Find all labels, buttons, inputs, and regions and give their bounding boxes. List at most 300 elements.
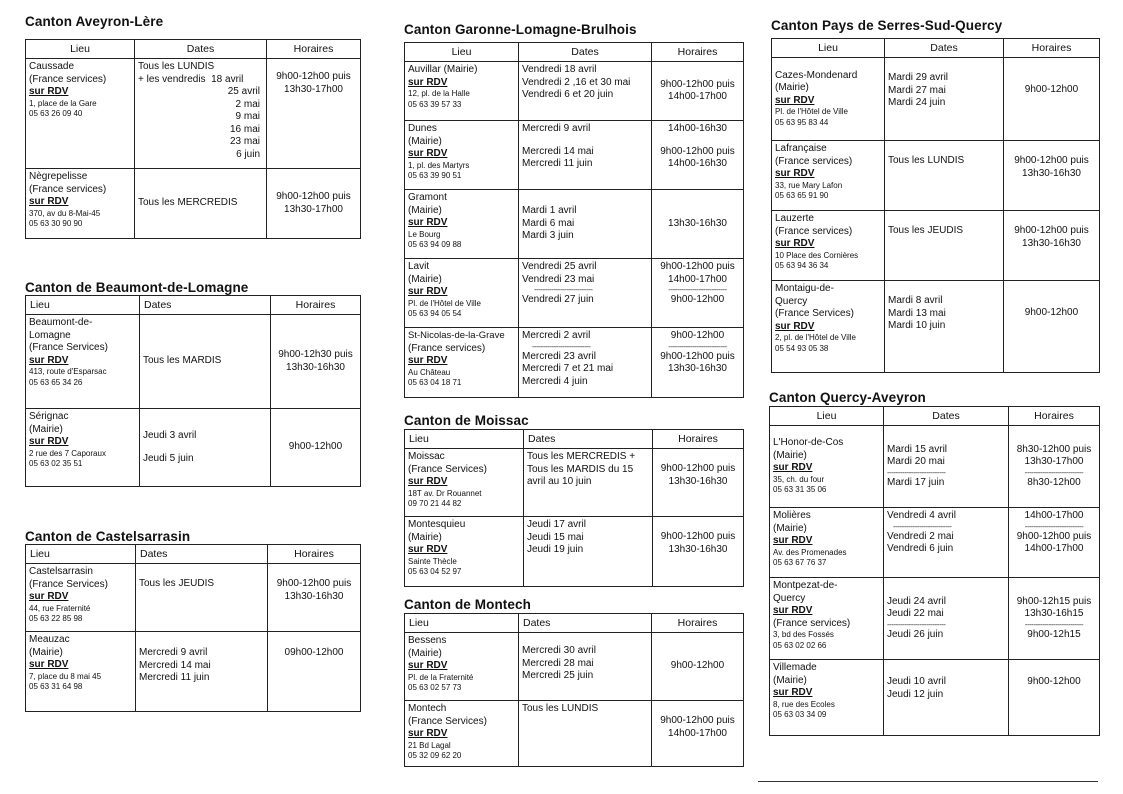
table-row <box>405 62 744 121</box>
lieu-phone: 05 63 94 09 88 <box>408 240 462 249</box>
header-horaires: Horaires <box>1004 39 1100 58</box>
dates-cell <box>135 169 267 239</box>
lieu-phone: 05 63 22 85 98 <box>29 614 83 623</box>
date-line <box>138 124 263 137</box>
table-row <box>772 281 1100 373</box>
dates-cell <box>519 190 652 259</box>
lieu-address: 2, pl. de l'Hôtel de Ville <box>775 333 856 342</box>
lieu-org: (France Services) <box>29 578 108 590</box>
lieu-cell <box>405 517 524 587</box>
date-line: Mardi 27 mai <box>888 84 946 96</box>
lieu-org: (Mairie) <box>773 522 807 534</box>
lieu-cell <box>405 62 519 121</box>
horaires-cell <box>1009 660 1100 736</box>
date-line: Tous les LUNDIS <box>138 61 215 72</box>
table-row <box>405 328 744 398</box>
lieu-phone: 05 63 31 35 06 <box>773 485 827 495</box>
date-line: Tous les JEUDIS <box>139 578 215 589</box>
canton-title: Canton de Beaumont-de-Lomagne <box>25 280 249 295</box>
horaires-cell <box>652 328 744 398</box>
lieu-cell <box>26 409 140 487</box>
horaires-cell <box>1004 58 1100 141</box>
rdv-link[interactable]: sur RDV <box>408 544 448 555</box>
hours-line: 14h00-17h00 <box>668 91 727 102</box>
hours-line: 9h00-12h00 <box>1024 84 1079 95</box>
hours-line: 14h00-17h00 <box>668 273 727 285</box>
dates-cell <box>885 211 1004 281</box>
table-row <box>405 633 744 701</box>
lieu-name: L'Honor-de-Cos <box>773 437 844 449</box>
horaires-cell <box>268 632 361 712</box>
hours-line: 9h00-12h00 puis <box>1014 155 1089 166</box>
hours-line: 14h00-16h30 <box>668 123 727 134</box>
rdv-link[interactable]: sur RDV <box>408 148 448 159</box>
table-header <box>770 407 1100 426</box>
rdv-link[interactable]: sur RDV <box>773 535 813 546</box>
date-line: Tous les MERCREDIS <box>138 197 238 209</box>
date-line: Jeudi 17 avril <box>527 519 586 530</box>
date-line: Vendredi 2 mai <box>887 530 954 542</box>
table-header <box>26 40 361 59</box>
rdv-link[interactable]: sur RDV <box>408 476 448 487</box>
separator: --------------------------- <box>532 342 591 351</box>
horaires-cell <box>653 449 744 517</box>
rdv-link[interactable]: sur RDV <box>775 168 815 179</box>
lieu-name: Auvillar (Mairie) <box>408 64 478 75</box>
lieu-cell <box>770 426 884 508</box>
lieu-cell <box>26 315 140 409</box>
header-dates: Dates <box>519 614 652 633</box>
canton-title: Canton Pays de Serres-Sud-Quercy <box>771 18 1003 33</box>
rdv-link[interactable]: sur RDV <box>773 462 813 474</box>
dates-cell <box>885 281 1004 373</box>
horaires-cell <box>1009 578 1100 660</box>
hours-line: 13h30-16h30 <box>668 217 727 229</box>
lieu-org: (Mairie) <box>408 273 442 285</box>
rdv-link[interactable]: sur RDV <box>29 354 69 366</box>
separator: --------------------------- <box>668 286 727 294</box>
date-line: Mercredi 14 mai <box>522 145 594 157</box>
date-line: Mercredi 9 avril <box>522 123 591 134</box>
date-line <box>138 136 263 149</box>
date-line: Vendredi 27 juin <box>522 294 594 305</box>
date-line: Mardi 1 avril <box>522 205 577 217</box>
date-item: 2 mai <box>235 98 260 110</box>
lieu-org: (France services) <box>775 155 853 167</box>
dates-cell <box>519 328 652 398</box>
lieu-name: Nègrepelisse <box>29 171 88 182</box>
lieu-name: Bessens <box>408 635 447 646</box>
hours-line: 9h00-12h00 puis <box>276 578 352 589</box>
horaires-cell <box>1009 508 1100 578</box>
dates-cell <box>884 426 1009 508</box>
date-item: 16 mai <box>229 123 260 135</box>
table-row <box>772 141 1100 211</box>
separator: --------------------------- <box>1024 522 1084 531</box>
lieu-phone: 05 63 30 90 90 <box>29 219 83 228</box>
lieu-phone: 05 63 02 02 66 <box>773 640 827 650</box>
header-dates: Dates <box>135 40 267 59</box>
lieu-name: Castelsarrasin <box>29 566 93 577</box>
horaires-cell <box>267 59 361 169</box>
lieu-phone: 05 54 93 05 38 <box>775 343 829 353</box>
rdv-link[interactable]: sur RDV <box>773 687 813 698</box>
horaires-cell <box>271 315 361 409</box>
hours-line: 13h30-17h00 <box>1024 456 1084 468</box>
rdv-link[interactable]: sur RDV <box>773 605 813 616</box>
lieu-phone: 09 70 21 44 82 <box>408 499 462 508</box>
date-line: Tous les MARDIS <box>143 355 222 367</box>
lieu-address: 44, rue Fraternité <box>29 603 91 613</box>
lieu-org: (France services) <box>29 73 107 85</box>
dates-cell <box>519 701 652 767</box>
rdv-link[interactable]: sur RDV <box>775 238 815 249</box>
date-line: Tous les LUNDIS <box>888 155 965 166</box>
header-horaires: Horaires <box>652 43 744 62</box>
rdv-link[interactable]: sur RDV <box>29 659 69 670</box>
date-line: Mardi 6 mai <box>522 217 575 229</box>
hours-line: 9h00-12h00 puis <box>660 350 735 362</box>
table-row <box>405 517 744 587</box>
header-lieu: Lieu <box>405 430 524 449</box>
table-row <box>26 59 361 169</box>
lieu-phone: 05 63 02 35 51 <box>29 459 83 468</box>
dates-cell <box>884 508 1009 578</box>
lieu-phone: 05 63 02 57 73 <box>408 683 462 692</box>
dates-cell <box>136 632 268 712</box>
rdv-link[interactable]: sur RDV <box>408 286 448 297</box>
date-line: Mardi 8 avril <box>888 295 943 306</box>
lieu-address: Pl. de l'Hôtel de Ville <box>775 107 848 117</box>
date-prefix: + les vendredis <box>138 73 206 85</box>
lieu-phone: 05 32 09 62 20 <box>408 751 462 760</box>
lieu-address: Le Bourg <box>408 229 441 239</box>
hours-line: 9h00-12h00 puis <box>1014 225 1089 236</box>
date-line: Mardi 29 avril <box>888 72 949 83</box>
lieu-cell <box>770 660 884 736</box>
table-row <box>405 121 744 190</box>
date-line: Mardi 15 avril <box>887 443 948 455</box>
table-row <box>770 660 1100 736</box>
hours-line: 09h00-12h00 <box>284 647 344 658</box>
hours-line: 9h00-12h00 puis <box>1016 530 1092 542</box>
date-line: Mercredi 4 juin <box>522 375 588 387</box>
lieu-name: Caussade <box>29 61 75 72</box>
header-dates: Dates <box>885 39 1004 58</box>
lieu-org: (France Services) <box>408 715 487 727</box>
date-line: Mardi 20 mai <box>887 456 945 468</box>
hours-line: 9h00-12h00 <box>288 441 343 453</box>
lieu-name: Montaigu-de- <box>775 283 834 294</box>
lieu-name: Gramont <box>408 192 447 203</box>
dates-cell <box>519 259 652 328</box>
dates-cell <box>136 564 268 632</box>
header-horaires: Horaires <box>653 430 744 449</box>
rdv-link[interactable]: sur RDV <box>775 320 815 332</box>
hours-line: 8h30-12h00 <box>1027 476 1081 488</box>
hours-line: 9h00-12h00 <box>1027 676 1081 687</box>
header-dates: Dates <box>884 407 1009 426</box>
schedule-table <box>404 429 744 587</box>
header-horaires: Horaires <box>652 614 744 633</box>
table-header <box>405 430 744 449</box>
lieu-cell <box>26 632 136 712</box>
lieu-name: Molières <box>773 510 811 521</box>
hours-line: 9h00-12h00 puis <box>276 191 351 202</box>
horaires-cell <box>652 62 744 121</box>
canton-title: Canton Garonne-Lomagne-Brulhois <box>404 22 637 37</box>
header-dates: Dates <box>519 43 652 62</box>
separator: --------------------------- <box>1024 468 1084 477</box>
date-line: Vendredi 18 avril <box>522 64 597 75</box>
hours-line: 13h30-16h30 <box>1022 167 1081 179</box>
rdv-link[interactable]: sur RDV <box>408 217 448 228</box>
date-line: Mercredi 9 avril <box>139 647 208 658</box>
date-line <box>138 74 263 87</box>
lieu-phone: 05 63 94 05 54 <box>408 309 462 318</box>
rdv-link[interactable]: sur RDV <box>775 94 815 106</box>
lieu-name: Cazes-Mondenard <box>775 69 858 81</box>
table-row <box>405 190 744 259</box>
lieu-name: Montpezat-de- <box>773 580 838 591</box>
date-line <box>138 99 263 112</box>
lieu-name: Quercy <box>775 295 808 307</box>
lieu-phone: 05 63 65 34 26 <box>29 377 83 387</box>
lieu-org: (France Services) <box>29 342 108 353</box>
header-lieu: Lieu <box>405 43 519 62</box>
header-dates: Dates <box>140 296 271 315</box>
canton-title: Canton Aveyron-Lère <box>25 14 164 29</box>
lieu-cell <box>405 328 519 398</box>
lieu-org: (Mairie) <box>29 646 63 658</box>
lieu-address: 413, route d'Esparsac <box>29 367 107 376</box>
hours-line: 13h30-17h00 <box>284 83 343 95</box>
table-row <box>772 58 1100 141</box>
lieu-org: (Mairie) <box>29 423 63 435</box>
separator: --------------------------- <box>887 468 946 477</box>
lieu-address: 8, rue des Ecoles <box>773 699 835 709</box>
table-header <box>26 296 361 315</box>
lieu-phone: 05 63 04 52 97 <box>408 567 462 576</box>
schedule-table <box>771 38 1100 373</box>
dates-cell <box>519 62 652 121</box>
separator: --------------------------- <box>893 522 952 531</box>
lieu-name: Lauzerte <box>775 213 814 224</box>
date-line: Mercredi 11 juin <box>522 158 593 169</box>
table-row <box>770 578 1100 660</box>
date-line: Mercredi 2 avril <box>522 330 591 341</box>
date-line: Jeudi 19 juin <box>527 544 584 555</box>
dates-cell <box>140 315 271 409</box>
hours-line: 13h30-16h30 <box>284 590 344 602</box>
lieu-cell <box>26 564 136 632</box>
table-header <box>26 545 361 564</box>
table-header <box>772 39 1100 58</box>
hours-line: 9h00-12h00 puis <box>660 261 735 272</box>
date-line: Mercredi 11 juin <box>139 672 210 683</box>
lieu-name: Sérignac <box>29 411 69 422</box>
rdv-link[interactable]: sur RDV <box>29 196 69 207</box>
rdv-link[interactable]: sur RDV <box>408 355 448 366</box>
header-horaires: Horaires <box>271 296 361 315</box>
hours-line: 9h00-12h00 <box>1024 307 1079 318</box>
date-item: 9 mai <box>235 111 260 122</box>
table-header <box>405 43 744 62</box>
header-lieu: Lieu <box>26 296 140 315</box>
header-lieu: Lieu <box>405 614 519 633</box>
lieu-org: (France services) <box>408 342 486 354</box>
lieu-name: Dunes <box>408 123 437 134</box>
dates-cell <box>884 660 1009 736</box>
date-line: Mardi 3 juin <box>522 230 574 242</box>
hours-line: 13h30-16h30 <box>286 361 345 373</box>
horaires-cell <box>1004 141 1100 211</box>
table-row <box>405 701 744 767</box>
horaires-cell <box>1004 281 1100 373</box>
horaires-cell <box>271 409 361 487</box>
dates-cell <box>519 633 652 701</box>
table-row <box>405 449 744 517</box>
hours-line: 14h00-16h30 <box>668 158 727 169</box>
lieu-name: Villemade <box>773 662 817 673</box>
lieu-org: (France services) <box>775 225 853 237</box>
lieu-phone: 05 63 95 83 44 <box>775 117 829 127</box>
lieu-name: Beaumont-de- <box>29 317 93 328</box>
hours-line: 9h00-12h00 puis <box>660 145 735 157</box>
header-lieu: Lieu <box>26 40 135 59</box>
date-line: Mercredi 7 et 21 mai <box>522 363 614 374</box>
hours-line: 9h00-12h15 puis <box>1016 595 1092 607</box>
lieu-cell <box>26 59 135 169</box>
hours-line: 9h00-12h15 <box>1027 628 1081 640</box>
schedule-table <box>769 406 1100 736</box>
rdv-link[interactable]: sur RDV <box>29 436 69 447</box>
bottom-divider <box>758 781 1098 782</box>
hours-line: 13h30-16h30 <box>668 475 728 487</box>
hours-line: 13h30-16h30 <box>668 363 727 374</box>
lieu-address: 35, ch. du four <box>773 474 825 484</box>
schedule-table <box>25 39 361 239</box>
lieu-address: Av. des Promenades <box>773 547 847 557</box>
date-line: Mardi 17 juin <box>887 476 945 488</box>
lieu-phone: 05 63 67 76 37 <box>773 558 827 567</box>
lieu-org: (France services) <box>773 617 851 629</box>
dates-cell <box>519 121 652 190</box>
lieu-cell <box>405 121 519 190</box>
lieu-cell <box>772 281 885 373</box>
table-row <box>772 211 1100 281</box>
lieu-name: Meauzac <box>29 634 70 645</box>
lieu-name: Lomagne <box>29 329 71 341</box>
date-line: Jeudi 26 juin <box>887 628 944 640</box>
lieu-org: (Mairie) <box>773 449 807 461</box>
date-line: Vendredi 25 avril <box>522 261 597 272</box>
lieu-org: (France Services) <box>775 308 854 319</box>
schedule-table <box>404 613 744 767</box>
dates-cell <box>524 449 653 517</box>
table-row <box>770 508 1100 578</box>
lieu-org: (Mairie) <box>408 531 442 543</box>
lieu-name: Moissac <box>408 451 445 462</box>
date-line: Jeudi 24 avril <box>887 595 946 607</box>
lieu-org: (France Services) <box>408 463 487 475</box>
canton-title: Canton de Castelsarrasin <box>25 529 191 544</box>
lieu-cell <box>772 211 885 281</box>
separator: --------------------------- <box>534 286 593 294</box>
lieu-cell <box>405 259 519 328</box>
separator: --------------------------- <box>668 342 727 351</box>
date-line: Mercredi 30 avril <box>522 645 596 656</box>
schedule-table <box>25 544 361 712</box>
hours-line: 13h30-16h30 <box>1022 237 1081 249</box>
dates-cell <box>884 578 1009 660</box>
schedule-table <box>404 42 744 398</box>
rdv-link[interactable]: sur RDV <box>29 591 69 602</box>
lieu-cell <box>405 449 524 517</box>
date-line: Vendredi 23 mai <box>522 273 595 285</box>
horaires-cell <box>652 633 744 701</box>
hours-line: 13h30-16h30 <box>668 543 728 555</box>
hours-line: 9h00-12h00 puis <box>660 78 735 90</box>
rdv-link[interactable]: sur RDV <box>408 76 448 88</box>
separator: --------------------------- <box>1024 620 1084 629</box>
lieu-address: 370, av du 8-Mai-45 <box>29 208 101 218</box>
date-line: Mardi 13 mai <box>888 307 946 319</box>
lieu-org: (Mairie) <box>408 204 442 216</box>
header-dates: Dates <box>136 545 268 564</box>
table-row <box>405 259 744 328</box>
date-line: Mercredi 28 mai <box>522 657 594 669</box>
lieu-phone: 05 63 94 36 34 <box>775 261 829 270</box>
header-horaires: Horaires <box>1009 407 1100 426</box>
rdv-link[interactable]: sur RDV <box>408 660 448 671</box>
hours-line: 14h00-17h00 <box>1024 510 1084 521</box>
hours-line: 9h00-12h30 puis <box>278 349 353 360</box>
horaires-cell <box>268 564 361 632</box>
lieu-name: St-Nicolas-de-la-Grave <box>408 330 505 341</box>
schedule-table <box>25 295 361 487</box>
lieu-address: Pl. de la Fraternité <box>408 672 474 682</box>
lieu-org: (France services) <box>29 183 107 195</box>
table-row <box>26 409 361 487</box>
lieu-cell <box>405 190 519 259</box>
date-line: Tous les JEUDIS <box>888 225 964 236</box>
date-line: avril au 10 juin <box>527 476 592 487</box>
separator: --------------------------- <box>887 620 946 629</box>
dates-cell <box>885 58 1004 141</box>
lieu-name: Montesquieu <box>408 519 466 530</box>
date-line: Jeudi 5 juin <box>143 452 194 464</box>
lieu-cell <box>770 508 884 578</box>
date-line: Mercredi 23 avril <box>522 350 596 362</box>
date-line: Tous les MERCREDIS + <box>527 451 636 462</box>
hours-line: 9h00-12h00 puis <box>660 463 736 474</box>
header-lieu: Lieu <box>772 39 885 58</box>
hours-line: 13h30-17h00 <box>284 203 343 215</box>
lieu-address: 18T av. Dr Rouannet <box>408 488 482 498</box>
date-line: Jeudi 12 juin <box>887 688 944 700</box>
date-line: Vendredi 2 ,16 et 30 mai <box>522 76 631 88</box>
rdv-link[interactable]: sur RDV <box>408 728 448 739</box>
date-line: Jeudi 15 mai <box>527 531 584 543</box>
lieu-name: Lavit <box>408 261 430 272</box>
date-line: Tous les LUNDIS <box>522 703 599 714</box>
rdv-link[interactable]: sur RDV <box>29 86 69 97</box>
lieu-address: Au Château <box>408 367 451 377</box>
date-line: Vendredi 6 juin <box>887 543 954 554</box>
lieu-address: 33, rue Mary Lafon <box>775 180 843 190</box>
header-horaires: Horaires <box>268 545 361 564</box>
